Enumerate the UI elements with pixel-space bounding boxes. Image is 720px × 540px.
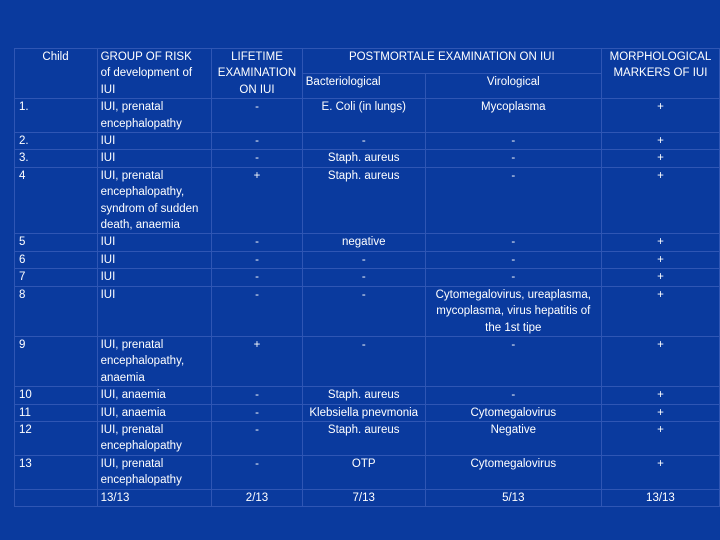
virological-cell: -	[425, 167, 601, 234]
risk-group-cell: IUI	[97, 286, 212, 336]
bacteriological-cell: E. Coli (in lungs)	[302, 99, 425, 133]
header-virological: Virological	[425, 74, 601, 99]
markers-cell: +	[601, 421, 719, 455]
lifetime-cell: +	[212, 167, 303, 234]
totals-empty-cell	[15, 489, 98, 506]
bacteriological-cell: -	[302, 336, 425, 386]
virological-cell: -	[425, 150, 601, 167]
totals-bact-cell: 7/13	[302, 489, 425, 506]
table-row	[15, 336, 720, 386]
child-cell: 12	[15, 421, 98, 455]
table-row	[15, 269, 720, 286]
table-row	[15, 133, 720, 150]
table-row	[15, 286, 720, 336]
table-row	[15, 251, 720, 268]
table-row	[15, 455, 720, 489]
virological-cell: -	[425, 336, 601, 386]
lifetime-cell: -	[212, 455, 303, 489]
header-lifetime: LIFETIME EXAMINATION ON IUI	[212, 49, 303, 99]
table-row	[15, 234, 720, 251]
child-cell: 13	[15, 455, 98, 489]
markers-cell: +	[601, 455, 719, 489]
risk-group-cell: IUI, prenatal encephalopathy	[97, 421, 212, 455]
markers-cell: +	[601, 167, 719, 234]
child-cell: 4	[15, 167, 98, 234]
virological-cell: Cytomegalovirus, ureaplasma, mycoplasma, virus hepatitis of the 1st tipe	[425, 286, 601, 336]
totals-row	[15, 489, 720, 506]
bacteriological-cell: -	[302, 251, 425, 268]
virological-cell: Cytomegalovirus	[425, 455, 601, 489]
child-cell: 11	[15, 404, 98, 421]
lifetime-cell: +	[212, 336, 303, 386]
lifetime-cell: -	[212, 286, 303, 336]
markers-cell: +	[601, 99, 719, 133]
risk-group-cell: IUI	[97, 269, 212, 286]
header-row	[15, 49, 720, 74]
virological-cell: -	[425, 133, 601, 150]
lifetime-cell: -	[212, 150, 303, 167]
markers-cell: +	[601, 387, 719, 404]
table-row	[15, 421, 720, 455]
child-cell: 7	[15, 269, 98, 286]
risk-group-cell: IUI, prenatal encephalopathy, anaemia	[97, 336, 212, 386]
child-cell: 6	[15, 251, 98, 268]
bacteriological-cell: -	[302, 269, 425, 286]
markers-cell: +	[601, 251, 719, 268]
child-cell: 3.	[15, 150, 98, 167]
table-row	[15, 167, 720, 234]
risk-group-cell: IUI, prenatal encephalopathy	[97, 455, 212, 489]
virological-cell: Cytomegalovirus	[425, 404, 601, 421]
bacteriological-cell: OTP	[302, 455, 425, 489]
lifetime-cell: -	[212, 269, 303, 286]
table-row	[15, 404, 720, 421]
lifetime-cell: -	[212, 387, 303, 404]
header-child: Child	[15, 49, 98, 99]
header-risk-group: GROUP OF RISK of development of IUI	[97, 49, 212, 99]
totals-lifetime-cell: 2/13	[212, 489, 303, 506]
bacteriological-cell: negative	[302, 234, 425, 251]
table-row	[15, 150, 720, 167]
child-cell: 1.	[15, 99, 98, 133]
table-row	[15, 99, 720, 133]
markers-cell: +	[601, 269, 719, 286]
child-cell: 5	[15, 234, 98, 251]
child-cell: 10	[15, 387, 98, 404]
risk-group-cell: IUI	[97, 251, 212, 268]
lifetime-cell: -	[212, 404, 303, 421]
virological-cell: Negative	[425, 421, 601, 455]
risk-group-cell: IUI	[97, 234, 212, 251]
header-markers: MORPHOLOGICAL MARKERS OF IUI	[601, 49, 719, 99]
table-body	[15, 99, 720, 507]
virological-cell: -	[425, 269, 601, 286]
bacteriological-cell: -	[302, 286, 425, 336]
totals-risk-cell: 13/13	[97, 489, 212, 506]
markers-cell: +	[601, 234, 719, 251]
iui-results-table	[14, 48, 720, 507]
child-cell: 8	[15, 286, 98, 336]
table-row	[15, 387, 720, 404]
virological-cell: -	[425, 251, 601, 268]
risk-group-cell: IUI	[97, 150, 212, 167]
bacteriological-cell: Staph. aureus	[302, 421, 425, 455]
child-cell: 2.	[15, 133, 98, 150]
markers-cell: +	[601, 404, 719, 421]
lifetime-cell: -	[212, 421, 303, 455]
lifetime-cell: -	[212, 251, 303, 268]
markers-cell: +	[601, 133, 719, 150]
risk-group-cell: IUI, prenatal encephalopathy, syndrom of sudden death, anaemia	[97, 167, 212, 234]
header-bacteriological: Bacteriological	[302, 74, 425, 99]
risk-group-cell: IUI	[97, 133, 212, 150]
lifetime-cell: -	[212, 234, 303, 251]
totals-viro-cell: 5/13	[425, 489, 601, 506]
bacteriological-cell: Klebsiella pnevmonia	[302, 404, 425, 421]
bacteriological-cell: Staph. aureus	[302, 150, 425, 167]
totals-markers-cell: 13/13	[601, 489, 719, 506]
risk-group-cell: IUI, anaemia	[97, 404, 212, 421]
markers-cell: +	[601, 286, 719, 336]
markers-cell: +	[601, 336, 719, 386]
lifetime-cell: -	[212, 99, 303, 133]
virological-cell: -	[425, 387, 601, 404]
virological-cell: Mycoplasma	[425, 99, 601, 133]
child-cell: 9	[15, 336, 98, 386]
virological-cell: -	[425, 234, 601, 251]
risk-group-cell: IUI, anaemia	[97, 387, 212, 404]
bacteriological-cell: -	[302, 133, 425, 150]
markers-cell: +	[601, 150, 719, 167]
bacteriological-cell: Staph. aureus	[302, 167, 425, 234]
bacteriological-cell: Staph. aureus	[302, 387, 425, 404]
risk-group-cell: IUI, prenatal encephalopathy	[97, 99, 212, 133]
lifetime-cell: -	[212, 133, 303, 150]
header-postmortem: POSTMORTALE EXAMINATION ON IUI	[302, 49, 601, 74]
